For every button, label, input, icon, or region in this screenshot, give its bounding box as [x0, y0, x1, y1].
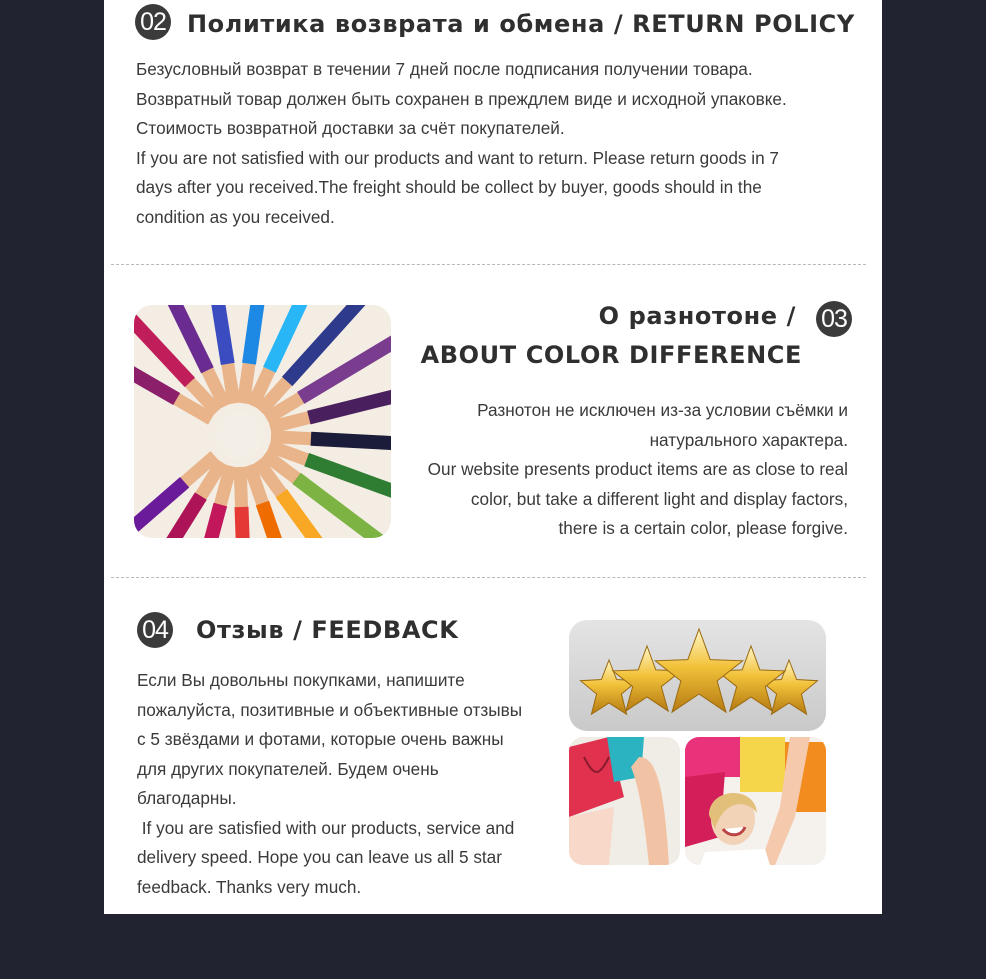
pencil-tip: [243, 361, 249, 404]
content-panel: [104, 0, 882, 914]
text-line: condition as you received.: [136, 206, 335, 227]
text-line: Our website presents product items are as close to real: [427, 459, 848, 479]
text-line: days after you received.The freight should be collect by buyer, goods should in the: [136, 177, 762, 197]
feedback-text: [137, 666, 557, 902]
color-difference-text: [388, 396, 848, 544]
shopping-bags-photo: [569, 737, 680, 865]
pencil-tip: [271, 437, 314, 439]
pencil-body: [242, 507, 248, 538]
text-line: Безусловный возврат в течении 7 дней после подписания получении товара.: [136, 59, 753, 79]
section-divider: [111, 264, 866, 265]
color-difference-title-ru: О разнотоне /: [598, 302, 796, 330]
section-number-badge: 02: [135, 4, 171, 40]
text-line: пожалуйста, позитивные и объективные отзывы: [137, 699, 523, 720]
text-line: feedback. Thanks very much.: [137, 876, 362, 897]
color-difference-title-en: ABOUT COLOR DIFFERENCE: [420, 341, 802, 369]
text-line: Если Вы довольны покупками, напишите: [137, 670, 465, 690]
feedback-title: Отзыв / FEEDBACK: [196, 616, 459, 644]
text-line: delivery speed. Hope you can leave us all 5 star: [137, 847, 502, 867]
text-line: If you are not satisfied with our products and want to return. Please return goods in 7: [136, 147, 779, 168]
return-policy-text: [136, 55, 866, 232]
section-number-badge: 03: [816, 301, 852, 337]
section-divider: [111, 577, 866, 578]
colored-pencils-photo: [134, 305, 391, 538]
text-line: If you are satisfied with our products, service and: [137, 817, 515, 838]
text-line: Разнотон не исключен из-за условии съёмки и: [477, 400, 848, 420]
text-line: color, but take a different light and display factors,: [470, 488, 848, 509]
text-line: Стоимость возвратной доставки за счёт покупателей.: [136, 118, 565, 138]
pencil-tip: [227, 361, 234, 403]
text-line: для других покупателей. Будем очень: [137, 758, 439, 779]
text-line: натурального характера.: [649, 429, 848, 450]
text-line: Возвратный товар должен быть сохранен в преждлем виде и исходной упаковке.: [136, 88, 787, 109]
text-line: there is a certain color, please forgive.: [558, 518, 848, 538]
text-line: благодарны.: [137, 788, 237, 808]
return-policy-title: Политика возврата и обмена / RETURN POLICY: [187, 10, 855, 38]
happy-shopper-photo: [685, 737, 826, 865]
pencil-body: [311, 439, 391, 447]
text-line: с 5 звёздами и фотами, которые очень важны: [137, 729, 504, 749]
section-number-badge: 04: [137, 612, 173, 648]
five-gold-stars-image: [569, 620, 826, 731]
pencil-tip: [240, 467, 242, 510]
